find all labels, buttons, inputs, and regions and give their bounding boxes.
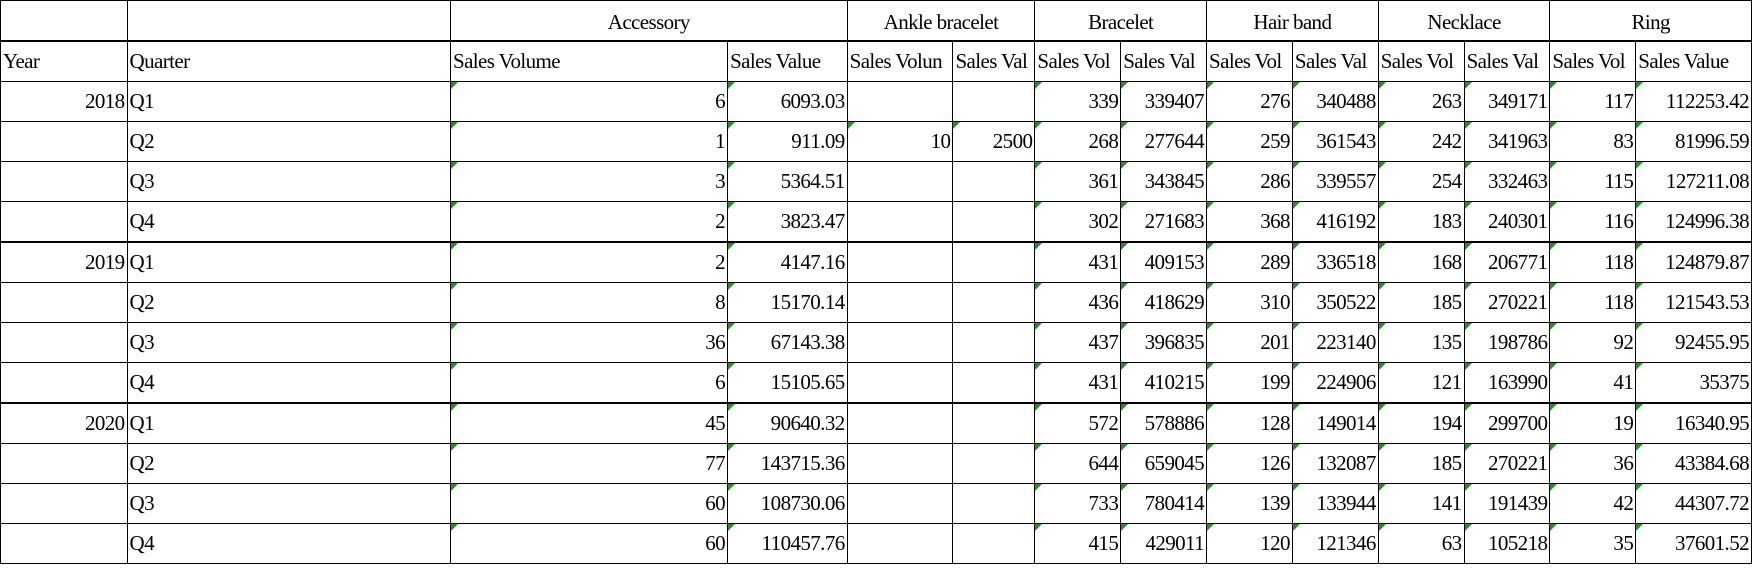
value-cell[interactable]: 35 xyxy=(1550,523,1636,563)
group-header-ankle-bracelet[interactable]: Ankle bracelet xyxy=(847,1,1035,41)
quarter-cell[interactable]: Q3 xyxy=(127,483,450,523)
value-cell[interactable]: 15105.65 xyxy=(728,362,848,403)
group-header-blank[interactable] xyxy=(127,1,450,41)
value-cell[interactable] xyxy=(953,282,1035,322)
table-row xyxy=(1,121,1752,161)
quarter-cell[interactable]: Q1 xyxy=(127,403,450,444)
value-cell[interactable]: 183 xyxy=(1378,201,1464,242)
value-cell[interactable]: 60 xyxy=(450,523,727,563)
quarter-cell[interactable]: Q4 xyxy=(127,362,450,403)
group-header-blank[interactable] xyxy=(1,1,128,41)
value-cell[interactable]: 168 xyxy=(1378,242,1464,283)
year-cell[interactable] xyxy=(1,523,128,563)
value-cell[interactable]: 431 xyxy=(1035,242,1121,283)
table-row xyxy=(1,161,1752,201)
value-cell[interactable]: 415 xyxy=(1035,523,1121,563)
value-cell[interactable] xyxy=(847,483,953,523)
year-cell[interactable]: 2018 xyxy=(1,81,128,121)
value-cell[interactable]: 127211.08 xyxy=(1636,161,1752,201)
value-cell[interactable]: 2 xyxy=(450,201,727,242)
value-cell[interactable]: 45 xyxy=(450,403,727,444)
table-row xyxy=(1,81,1752,121)
value-cell[interactable]: 578886 xyxy=(1121,403,1207,444)
year-cell[interactable] xyxy=(1,322,128,362)
table-row xyxy=(1,201,1752,242)
value-cell[interactable]: 124879.87 xyxy=(1636,242,1752,283)
value-cell[interactable]: 198786 xyxy=(1464,322,1550,362)
value-cell[interactable]: 135 xyxy=(1378,322,1464,362)
quarter-cell[interactable]: Q4 xyxy=(127,201,450,242)
value-cell[interactable] xyxy=(847,322,953,362)
value-cell[interactable] xyxy=(953,161,1035,201)
group-header-necklace[interactable]: Necklace xyxy=(1378,1,1550,41)
quarter-cell[interactable]: Q2 xyxy=(127,282,450,322)
year-cell[interactable]: 2019 xyxy=(1,242,128,283)
value-cell[interactable]: 437 xyxy=(1035,322,1121,362)
value-cell[interactable]: 733 xyxy=(1035,483,1121,523)
value-cell[interactable]: 194 xyxy=(1378,403,1464,444)
value-cell[interactable]: 2500 xyxy=(953,121,1035,161)
value-cell[interactable]: 911.09 xyxy=(728,121,848,161)
value-cell[interactable]: 92455.95 xyxy=(1636,322,1752,362)
value-cell[interactable]: 121346 xyxy=(1292,523,1378,563)
value-cell[interactable]: 339 xyxy=(1035,81,1121,121)
value-cell[interactable]: 19 xyxy=(1550,403,1636,444)
group-header-bracelet[interactable]: Bracelet xyxy=(1035,1,1207,41)
value-cell[interactable]: 108730.06 xyxy=(728,483,848,523)
value-cell[interactable] xyxy=(953,81,1035,121)
value-cell[interactable]: 8 xyxy=(450,282,727,322)
value-cell[interactable]: 191439 xyxy=(1464,483,1550,523)
value-cell[interactable]: 206771 xyxy=(1464,242,1550,283)
table-row xyxy=(1,322,1752,362)
value-cell[interactable]: 418629 xyxy=(1121,282,1207,322)
column-header[interactable]: Sales Val xyxy=(1292,41,1378,82)
value-cell[interactable]: 429011 xyxy=(1121,523,1207,563)
value-cell[interactable]: 410215 xyxy=(1121,362,1207,403)
value-cell[interactable]: 332463 xyxy=(1464,161,1550,201)
value-cell[interactable] xyxy=(847,362,953,403)
column-header[interactable]: Sales Val xyxy=(1121,41,1207,82)
value-cell[interactable]: 149014 xyxy=(1292,403,1378,444)
value-cell[interactable]: 112253.42 xyxy=(1636,81,1752,121)
column-header[interactable]: Year xyxy=(1,41,128,82)
table-row xyxy=(1,282,1752,322)
value-cell[interactable]: 436 xyxy=(1035,282,1121,322)
value-cell[interactable]: 341963 xyxy=(1464,121,1550,161)
value-cell[interactable] xyxy=(847,523,953,563)
value-cell[interactable]: 37601.52 xyxy=(1636,523,1752,563)
value-cell[interactable]: 4147.16 xyxy=(728,242,848,283)
value-cell[interactable]: 270221 xyxy=(1464,282,1550,322)
year-cell[interactable] xyxy=(1,443,128,483)
header-column-row xyxy=(1,41,1752,82)
value-cell[interactable]: 6 xyxy=(450,362,727,403)
value-cell[interactable]: 6 xyxy=(450,81,727,121)
column-header[interactable]: Sales Value xyxy=(728,41,848,82)
value-cell[interactable]: 224906 xyxy=(1292,362,1378,403)
column-header[interactable]: Sales Val xyxy=(1464,41,1550,82)
value-cell[interactable]: 126 xyxy=(1207,443,1293,483)
table-row xyxy=(1,483,1752,523)
value-cell[interactable] xyxy=(953,322,1035,362)
value-cell[interactable]: 141 xyxy=(1378,483,1464,523)
value-cell[interactable]: 339557 xyxy=(1292,161,1378,201)
value-cell[interactable]: 2 xyxy=(450,242,727,283)
value-cell[interactable] xyxy=(953,362,1035,403)
value-cell[interactable] xyxy=(953,443,1035,483)
value-cell[interactable]: 67143.38 xyxy=(728,322,848,362)
value-cell[interactable]: 143715.36 xyxy=(728,443,848,483)
value-cell[interactable]: 572 xyxy=(1035,403,1121,444)
value-cell[interactable]: 15170.14 xyxy=(728,282,848,322)
value-cell[interactable]: 431 xyxy=(1035,362,1121,403)
value-cell[interactable]: 77 xyxy=(450,443,727,483)
value-cell[interactable]: 3 xyxy=(450,161,727,201)
column-header[interactable]: Sales Value xyxy=(1636,41,1752,82)
header-group-row xyxy=(1,1,1752,41)
value-cell[interactable]: 310 xyxy=(1207,282,1293,322)
column-header[interactable]: Quarter xyxy=(127,41,450,82)
value-cell[interactable]: 339407 xyxy=(1121,81,1207,121)
value-cell[interactable]: 302 xyxy=(1035,201,1121,242)
value-cell[interactable]: 336518 xyxy=(1292,242,1378,283)
value-cell[interactable]: 128 xyxy=(1207,403,1293,444)
quarter-cell[interactable]: Q4 xyxy=(127,523,450,563)
value-cell[interactable]: 350522 xyxy=(1292,282,1378,322)
value-cell[interactable]: 81996.59 xyxy=(1636,121,1752,161)
value-cell[interactable]: 16340.95 xyxy=(1636,403,1752,444)
value-cell[interactable]: 1 xyxy=(450,121,727,161)
value-cell[interactable]: 163990 xyxy=(1464,362,1550,403)
value-cell[interactable]: 63 xyxy=(1378,523,1464,563)
value-cell[interactable]: 340488 xyxy=(1292,81,1378,121)
column-header[interactable]: Sales Volume xyxy=(450,41,727,82)
value-cell[interactable]: 35375 xyxy=(1636,362,1752,403)
value-cell[interactable]: 118 xyxy=(1550,242,1636,283)
value-cell[interactable]: 139 xyxy=(1207,483,1293,523)
value-cell[interactable]: 361543 xyxy=(1292,121,1378,161)
year-cell[interactable]: 2020 xyxy=(1,403,128,444)
year-cell[interactable] xyxy=(1,121,128,161)
value-cell[interactable] xyxy=(847,201,953,242)
value-cell[interactable]: 416192 xyxy=(1292,201,1378,242)
value-cell[interactable]: 270221 xyxy=(1464,443,1550,483)
value-cell[interactable] xyxy=(953,523,1035,563)
value-cell[interactable]: 6093.03 xyxy=(728,81,848,121)
value-cell[interactable]: 115 xyxy=(1550,161,1636,201)
value-cell[interactable] xyxy=(953,483,1035,523)
column-header[interactable]: Sales Volun xyxy=(847,41,953,82)
value-cell[interactable]: 223140 xyxy=(1292,322,1378,362)
value-cell[interactable]: 659045 xyxy=(1121,443,1207,483)
value-cell[interactable]: 242 xyxy=(1378,121,1464,161)
value-cell[interactable]: 240301 xyxy=(1464,201,1550,242)
value-cell[interactable]: 117 xyxy=(1550,81,1636,121)
value-cell[interactable] xyxy=(953,403,1035,444)
value-cell[interactable]: 92 xyxy=(1550,322,1636,362)
quarter-cell[interactable]: Q2 xyxy=(127,443,450,483)
value-cell[interactable]: 41 xyxy=(1550,362,1636,403)
value-cell[interactable]: 83 xyxy=(1550,121,1636,161)
value-cell[interactable]: 263 xyxy=(1378,81,1464,121)
column-header[interactable]: Sales Vol xyxy=(1035,41,1121,82)
column-header[interactable]: Sales Vol xyxy=(1550,41,1636,82)
value-cell[interactable] xyxy=(953,201,1035,242)
value-cell[interactable]: 44307.72 xyxy=(1636,483,1752,523)
quarter-cell[interactable]: Q3 xyxy=(127,161,450,201)
value-cell[interactable]: 201 xyxy=(1207,322,1293,362)
value-cell[interactable]: 396835 xyxy=(1121,322,1207,362)
value-cell[interactable]: 60 xyxy=(450,483,727,523)
value-cell[interactable] xyxy=(847,282,953,322)
value-cell[interactable]: 268 xyxy=(1035,121,1121,161)
value-cell[interactable]: 121 xyxy=(1378,362,1464,403)
value-cell[interactable]: 90640.32 xyxy=(728,403,848,444)
value-cell[interactable]: 780414 xyxy=(1121,483,1207,523)
value-cell[interactable]: 644 xyxy=(1035,443,1121,483)
column-header[interactable]: Sales Vol xyxy=(1207,41,1293,82)
value-cell[interactable]: 36 xyxy=(450,322,727,362)
value-cell[interactable]: 3823.47 xyxy=(728,201,848,242)
value-cell[interactable]: 118 xyxy=(1550,282,1636,322)
column-header[interactable]: Sales Val xyxy=(953,41,1035,82)
value-cell[interactable]: 254 xyxy=(1378,161,1464,201)
value-cell[interactable] xyxy=(847,443,953,483)
year-cell[interactable] xyxy=(1,201,128,242)
value-cell[interactable]: 349171 xyxy=(1464,81,1550,121)
value-cell[interactable]: 132087 xyxy=(1292,443,1378,483)
value-cell[interactable]: 286 xyxy=(1207,161,1293,201)
value-cell[interactable]: 343845 xyxy=(1121,161,1207,201)
year-cell[interactable] xyxy=(1,483,128,523)
value-cell[interactable]: 36 xyxy=(1550,443,1636,483)
value-cell[interactable] xyxy=(847,161,953,201)
value-cell[interactable]: 199 xyxy=(1207,362,1293,403)
value-cell[interactable]: 121543.53 xyxy=(1636,282,1752,322)
group-header-ring[interactable]: Ring xyxy=(1550,1,1752,41)
value-cell[interactable] xyxy=(847,242,953,283)
value-cell[interactable]: 277644 xyxy=(1121,121,1207,161)
table-row xyxy=(1,443,1752,483)
year-cell[interactable] xyxy=(1,282,128,322)
value-cell[interactable] xyxy=(847,403,953,444)
value-cell[interactable]: 116 xyxy=(1550,201,1636,242)
quarter-cell[interactable]: Q1 xyxy=(127,81,450,121)
quarter-cell[interactable]: Q2 xyxy=(127,121,450,161)
year-cell[interactable] xyxy=(1,362,128,403)
column-header[interactable]: Sales Vol xyxy=(1378,41,1464,82)
value-cell[interactable]: 276 xyxy=(1207,81,1293,121)
value-cell[interactable]: 120 xyxy=(1207,523,1293,563)
value-cell[interactable]: 289 xyxy=(1207,242,1293,283)
table-row xyxy=(1,242,1752,283)
value-cell[interactable]: 105218 xyxy=(1464,523,1550,563)
quarter-cell[interactable]: Q3 xyxy=(127,322,450,362)
table-row xyxy=(1,362,1752,403)
value-cell[interactable]: 5364.51 xyxy=(728,161,848,201)
group-header-hair-band[interactable]: Hair band xyxy=(1207,1,1379,41)
value-cell[interactable]: 361 xyxy=(1035,161,1121,201)
table-row xyxy=(1,403,1752,444)
value-cell[interactable]: 185 xyxy=(1378,443,1464,483)
quarter-cell[interactable]: Q1 xyxy=(127,242,450,283)
value-cell[interactable]: 43384.68 xyxy=(1636,443,1752,483)
value-cell[interactable]: 299700 xyxy=(1464,403,1550,444)
value-cell[interactable]: 259 xyxy=(1207,121,1293,161)
value-cell[interactable]: 133944 xyxy=(1292,483,1378,523)
value-cell[interactable] xyxy=(847,81,953,121)
value-cell[interactable]: 124996.38 xyxy=(1636,201,1752,242)
value-cell[interactable] xyxy=(953,242,1035,283)
value-cell[interactable]: 368 xyxy=(1207,201,1293,242)
value-cell[interactable]: 271683 xyxy=(1121,201,1207,242)
value-cell[interactable]: 185 xyxy=(1378,282,1464,322)
value-cell[interactable]: 409153 xyxy=(1121,242,1207,283)
group-header-accessory[interactable]: Accessory xyxy=(450,1,847,41)
value-cell[interactable]: 42 xyxy=(1550,483,1636,523)
year-cell[interactable] xyxy=(1,161,128,201)
table-row xyxy=(1,523,1752,563)
value-cell[interactable]: 110457.76 xyxy=(728,523,848,563)
value-cell[interactable]: 10 xyxy=(847,121,953,161)
